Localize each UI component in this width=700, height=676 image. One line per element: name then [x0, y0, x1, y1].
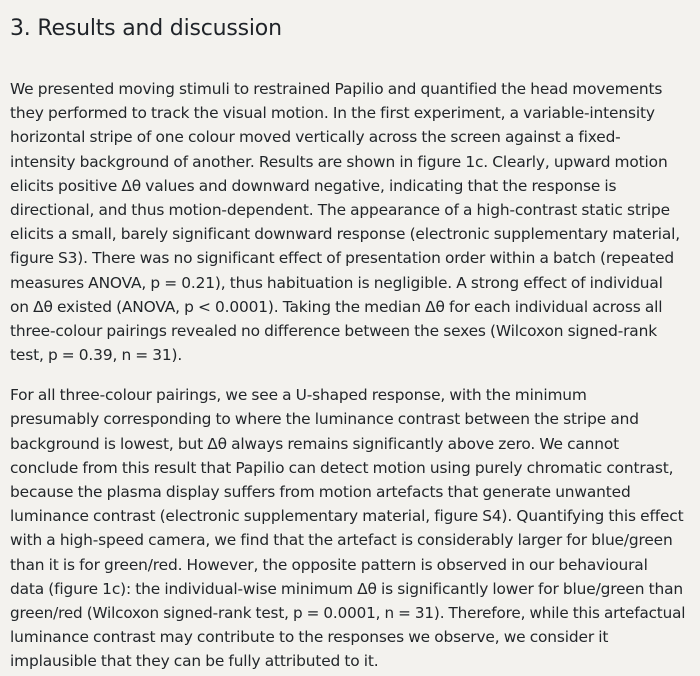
text-line: For all three-colour pairings, we see a U-shaped response, with the minimum — [10, 386, 587, 405]
text-line: green/red (Wilcoxon signed-rank test, p = 0.0001, n = 31). Therefore, while this artefactual — [10, 603, 686, 622]
text-line: We presented moving stimuli to restrained Papilio and quantified the head movements — [10, 80, 663, 98]
text-line: presumably corresponding to where the luminance contrast between the stripe and — [10, 410, 639, 429]
article-section — [10, 12, 696, 674]
text-line: luminance contrast (electronic supplementary material, figure S4). Quantifying this effect — [10, 507, 684, 526]
text-line: test, p = 0.39, n = 31). — [10, 346, 183, 365]
paragraph-results — [10, 77, 696, 367]
text-line: luminance contrast may contribute to the responses we observe, we consider it — [10, 628, 609, 647]
text-line: elicits a small, barely significant downward response (electronic supplementary material, — [10, 225, 681, 244]
text-line: implausible that they can be fully attributed to it. — [10, 652, 379, 671]
text-line: data (figure 1c): the individual-wise minimum Δθ is significantly lower for blue/green than — [10, 579, 683, 598]
section-heading: 3. Results and discussion — [10, 16, 282, 41]
text-line: than it is for green/red. However, the opposite pattern is observed in our behavioural — [10, 555, 648, 574]
text-line: directional, and thus motion-dependent. The appearance of a high-contrast static stripe — [10, 200, 670, 219]
text-line: with a high-speed camera, we find that the artefact is considerably larger for blue/green — [10, 531, 673, 550]
text-line: they performed to track the visual motion. In the first experiment, a variable-intensity — [10, 104, 655, 123]
text-line: because the plasma display suffers from motion artefacts that generate unwanted — [10, 483, 631, 501]
text-line: three-colour pairings revealed no difference between the sexes (Wilcoxon signed-rank — [10, 321, 657, 340]
text-line: measures ANOVA, p = 0.21), thus habituation is negligible. A strong effect of individual — [10, 273, 663, 292]
text-line: on Δθ existed (ANOVA, p < 0.0001). Taking the median Δθ for each individual across all — [10, 297, 663, 316]
text-line: intensity background of another. Results are shown in figure 1c. Clearly, upward motion — [10, 152, 668, 171]
paragraph-discussion — [10, 383, 696, 673]
text-line: conclude from this result that Papilio can detect motion using purely chromatic contrast, — [10, 458, 674, 477]
text-line: figure S3). There was no significant effect of presentation order within a batch (repeated — [10, 249, 675, 268]
text-line: horizontal stripe of one colour moved vertically across the screen against a fixed- — [10, 128, 621, 147]
text-line: elicits positive Δθ values and downward negative, indicating that the response is — [10, 176, 617, 195]
text-line: background is lowest, but Δθ always remains significantly above zero. We cannot — [10, 434, 620, 453]
